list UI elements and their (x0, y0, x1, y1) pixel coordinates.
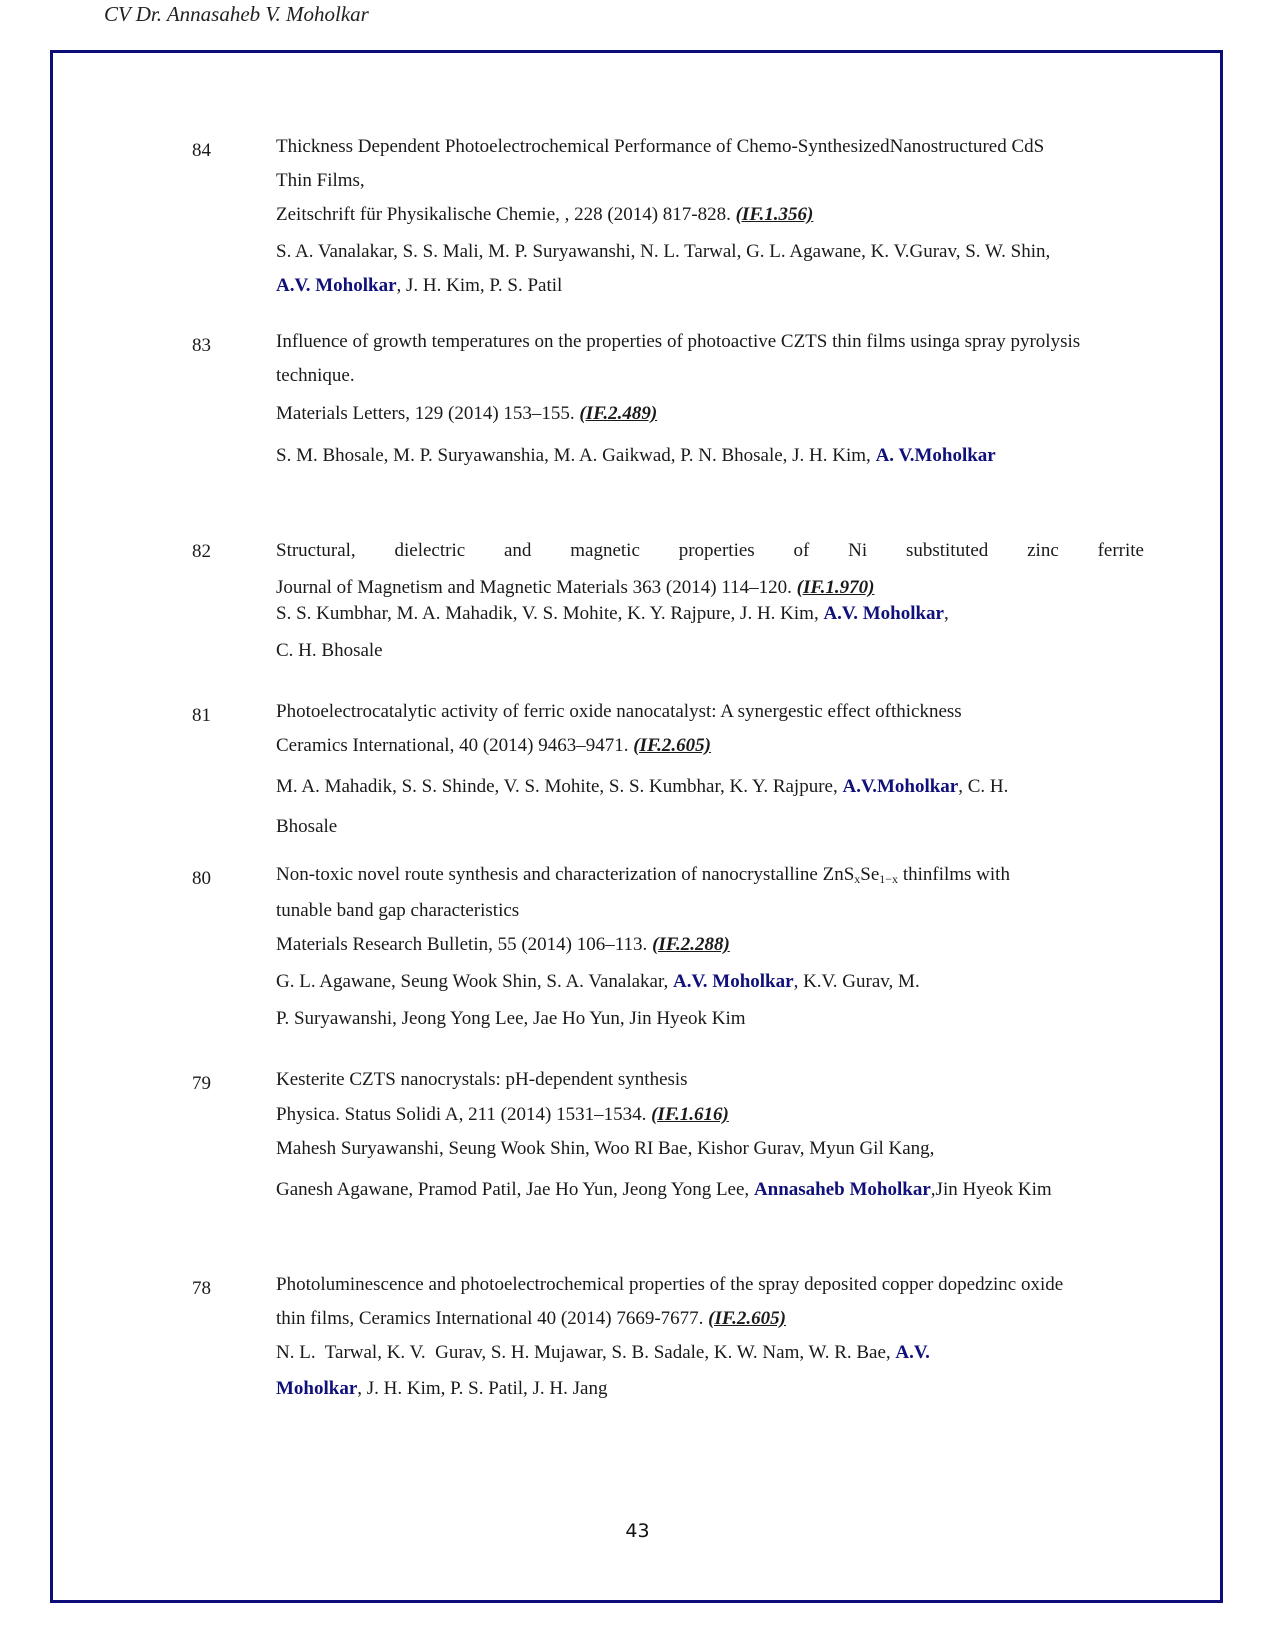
entry-authors-cont (276, 1378, 607, 1400)
document-header: CV Dr. Annasaheb V. Moholkar (104, 2, 369, 26)
entry-title-cont: technique. (276, 365, 355, 386)
entry-title: Thickness Dependent Photoelectrochemical Performance of Chemo-SynthesizedNanostructured CdS (276, 136, 1045, 157)
subscript-1-x: 1−x (879, 872, 899, 886)
impact-factor: (IF.2.489) (579, 403, 658, 424)
authors-text: S. M. Bhosale, M. P. Suryawanshia, M. A. Gaikwad, P. N. Bhosale, J. H. Kim, (276, 445, 876, 466)
entry-number: 82 (192, 541, 211, 562)
impact-factor: (IF.1.616) (651, 1104, 729, 1125)
journal-text: Materials Research Bulletin, 55 (2014) 106–113. (276, 934, 653, 955)
entry-journal (276, 934, 730, 956)
entry-number: 81 (192, 705, 211, 726)
entry-authors: Mahesh Suryawanshi, Seung Wook Shin, Woo RI Bae, Kishor Gurav, Myun Gil Kang, (276, 1138, 935, 1159)
journal-text: Materials Letters, 129 (2014) 153–155. (276, 403, 580, 424)
title-word: Ni (848, 540, 868, 561)
highlighted-author: A. V.Moholkar (875, 445, 996, 466)
subscript-x: x (854, 872, 861, 886)
title-text: Non-toxic novel route synthesis and characterization of nanocrystalline ZnS (276, 864, 855, 885)
title-word: of (793, 540, 810, 561)
journal-text: Physica. Status Solidi A, 211 (2014) 1531–1534. (276, 1104, 652, 1125)
authors-text: , J. H. Kim, P. S. Patil (396, 275, 563, 296)
title-text-tail: thinfilms with (898, 864, 1010, 885)
page-border (50, 50, 1223, 1603)
title-word: Structural, (276, 540, 356, 561)
journal-text: Journal of Magnetism and Magnetic Materials 363 (2014) 114–120. (276, 577, 797, 598)
entry-journal (276, 735, 711, 757)
authors-text-tail: , (943, 603, 949, 624)
entry-title: Kesterite CZTS nanocrystals: pH-dependent synthesis (276, 1069, 688, 1090)
authors-text: M. A. Mahadik, S. S. Shinde, V. S. Mohite, S. S. Kumbhar, K. Y. Rajpure, (276, 776, 843, 797)
authors-text: G. L. Agawane, Seung Wook Shin, S. A. Vanalakar, (276, 971, 674, 992)
entry-authors: S. A. Vanalakar, S. S. Mali, M. P. Suryawanshi, N. L. Tarwal, G. L. Agawane, K. V.Gurav, S. W. Shin, (276, 241, 1051, 262)
title-word: and (504, 540, 532, 561)
entry-number: 83 (192, 335, 211, 356)
entry-title: Photoluminescence and photoelectrochemical properties of the spray deposited copper dopedzinc oxide (276, 1274, 1064, 1295)
entry-authors (276, 971, 920, 993)
journal-text: Ceramics International, 40 (2014) 9463–9471. (276, 735, 634, 756)
journal-text: thin films, Ceramics International 40 (2014) 7669-7677. (276, 1308, 709, 1329)
entry-authors (276, 1342, 930, 1364)
title-text-se: Se (860, 864, 880, 885)
page-number: 43 (625, 1520, 650, 1542)
highlighted-author: A.V. Moholkar (823, 603, 944, 624)
entry-number: 84 (192, 140, 211, 161)
title-word: magnetic (570, 540, 640, 561)
highlighted-author: A.V.Moholkar (842, 776, 959, 797)
title-word: zinc (1027, 540, 1059, 561)
impact-factor: (IF.1.970) (796, 577, 875, 598)
entry-title: Influence of growth temperatures on the properties of photoactive CZTS thin films usinga spray pyrolysis (276, 331, 1081, 352)
entry-authors (276, 603, 949, 625)
entry-journal (276, 204, 813, 226)
highlighted-author: A.V. (895, 1342, 930, 1363)
authors-text-tail: , J. H. Kim, P. S. Patil, J. H. Jang (357, 1378, 608, 1399)
authors-text-tail: , C. H. (958, 776, 1009, 797)
entry-authors-cont: C. H. Bhosale (276, 640, 383, 661)
entry-authors-cont: Bhosale (276, 816, 338, 837)
entry-authors (276, 445, 996, 467)
title-word: ferrite (1097, 540, 1144, 561)
entry-authors-cont (276, 275, 562, 297)
highlighted-author: Moholkar (276, 1378, 358, 1399)
entry-authors-cont (276, 1179, 1052, 1201)
title-word: dielectric (394, 540, 466, 561)
entry-journal (276, 1104, 729, 1126)
impact-factor: (IF.2.288) (652, 934, 730, 955)
entry-title-cont: tunable band gap characteristics (276, 900, 520, 921)
impact-factor: (IF.2.605) (708, 1308, 786, 1329)
impact-factor: (IF.2.605) (633, 735, 712, 756)
entry-journal (276, 577, 874, 599)
highlighted-author: A.V. Moholkar (276, 275, 397, 296)
entry-number: 80 (192, 868, 211, 889)
authors-text: Ganesh Agawane, Pramod Patil, Jae Ho Yun, Jeong Yong Lee, (276, 1179, 754, 1200)
authors-text-tail: ,Jin Hyeok Kim (930, 1179, 1052, 1200)
entry-title-cont: Thin Films, (276, 170, 365, 191)
entry-journal (276, 403, 657, 425)
entry-title (276, 540, 1144, 562)
highlighted-author: A.V. Moholkar (673, 971, 794, 992)
impact-factor: (IF.1.356) (735, 204, 814, 225)
entry-authors-cont: P. Suryawanshi, Jeong Yong Lee, Jae Ho Yun, Jin Hyeok Kim (276, 1008, 746, 1029)
entry-authors (276, 776, 1008, 798)
authors-text: S. S. Kumbhar, M. A. Mahadik, V. S. Mohite, K. Y. Rajpure, J. H. Kim, (276, 603, 824, 624)
entry-title (276, 864, 1010, 887)
entry-number: 78 (192, 1278, 211, 1299)
highlighted-author: Annasaheb Moholkar (753, 1179, 931, 1200)
title-word: substituted (905, 540, 989, 561)
title-word: properties (678, 540, 755, 561)
authors-text-tail: , K.V. Gurav, M. (793, 971, 920, 992)
journal-text: Zeitschrift für Physikalische Chemie, , 228 (2014) 817-828. (276, 204, 736, 225)
authors-text: N. L. Tarwal, K. V. Gurav, S. H. Mujawar, S. B. Sadale, K. W. Nam, W. R. Bae, (276, 1342, 896, 1363)
entry-title: Photoelectrocatalytic activity of ferric oxide nanocatalyst: A synergestic effect ofthickness (276, 701, 962, 722)
entry-number: 79 (192, 1073, 211, 1094)
entry-journal (276, 1308, 786, 1330)
